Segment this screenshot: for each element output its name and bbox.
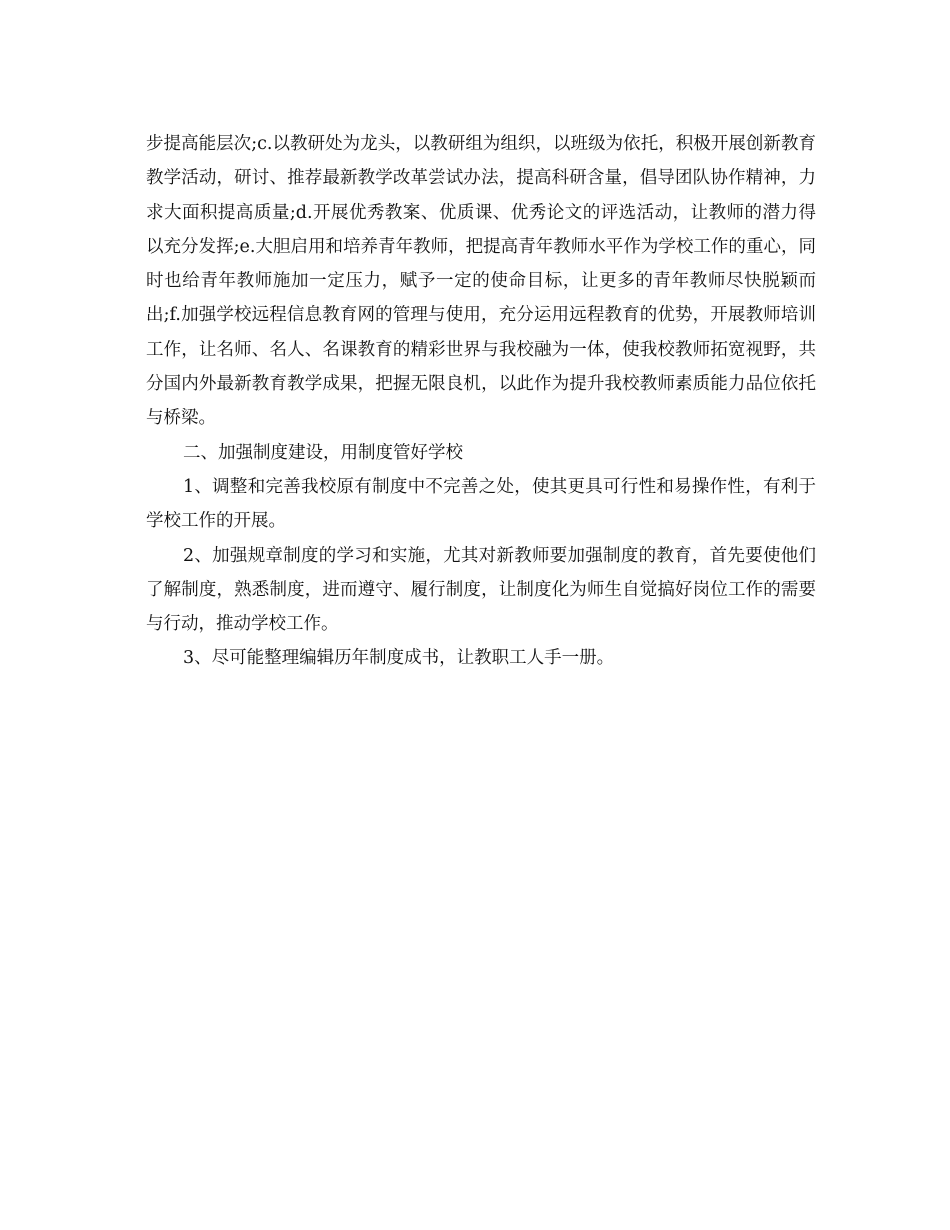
document-body (146, 127, 816, 676)
paragraph-continuation: 步提高能层次;c.以教研处为龙头，以教研组为组织，以班级为依托，积极开展创新教育教学活动，研讨、推荐最新教学改革尝试办法，提高科研含量，倡导团队协作精神，力求大面积提高质量;d.开展优秀教案、优质课、优秀论文的评选活动，让教师的潜力得以充分发挥;e.大胆启用和培养青年教师，把提高青年教师水平作为学校工作的重心，同时也给青年教师施加一定压力，赋予一定的使命目标，让更多的青年教师尽快脱颖而出;f.加强学校远程信息教育网的管理与使用，充分运用远程教育的优势，开展教师培训工作，让名师、名人、名课教育的精彩世界与我校融为一体，使我校教师拓宽视野，共分国内外最新教育教学成果，把握无限良机，以此作为提升我校教师素质能力品位依托与桥梁。 (146, 134, 816, 429)
list-item-3: 3、尽可能整理编辑历年制度成书，让教职工人手一册。 (183, 648, 615, 669)
list-item-1: 1、调整和完善我校原有制度中不完善之处，使其更具可行性和易操作性，有利于学校工作的开展。 (146, 476, 816, 532)
section-heading: 二、加强制度建设，用制度管好学校 (183, 442, 463, 463)
list-item-2: 2、加强规章制度的学习和实施，尤其对新教师要加强制度的教育，首先要使他们了解制度，熟悉制度，进而遵守、履行制度，让制度化为师生自觉搞好岗位工作的需要与行动，推动学校工作。 (146, 545, 816, 635)
